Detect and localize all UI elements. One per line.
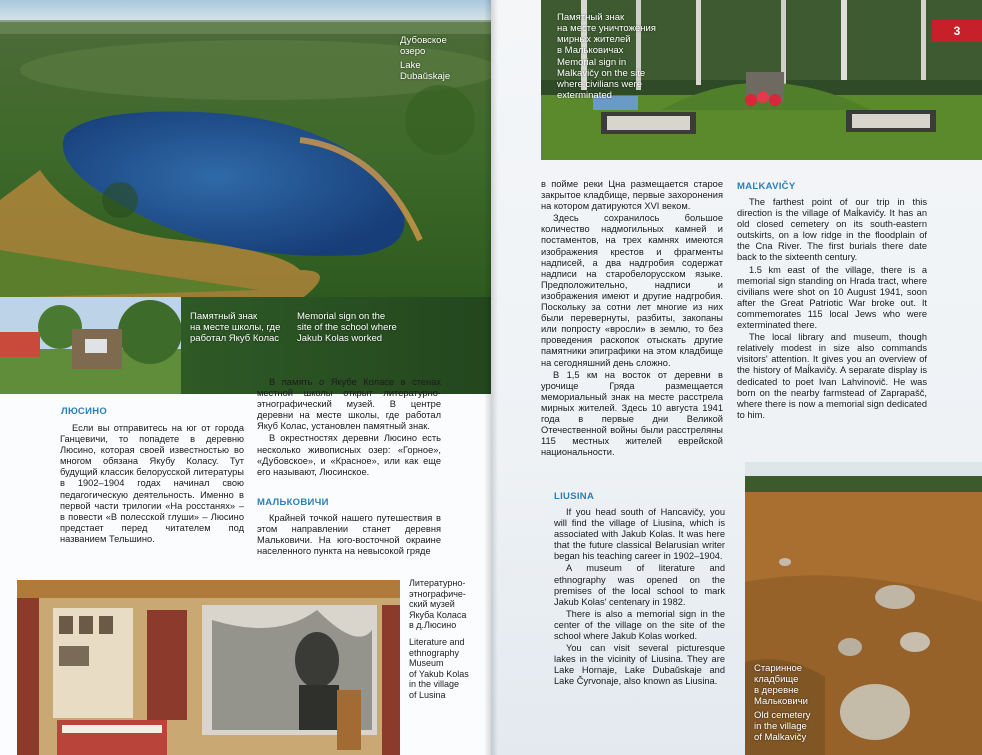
heading-lyusino: ЛЮСИНО — [61, 406, 108, 417]
text-column-right-1 — [541, 179, 723, 459]
text-column-left-1 — [60, 423, 244, 546]
lake-caption-ru: Дубовское озеро — [400, 35, 447, 57]
school-sign-caption-ru: Памятный знак на месте школы, где работал Якуб Колас — [190, 311, 281, 344]
memorial-caption-ru: Памятный знак на месте уничтожения мирных жителей в Мальковичах — [557, 12, 656, 56]
school-sign-caption-en: Memorial sign on the site of the school where Jakub Kolas worked — [297, 311, 397, 344]
paragraph: The farthest point of our trip in this direction is the village of Maĺkavičy. It has an old closed cemetery on its south-eastern outskirts, on a low ridge in the floodplain of the Cna River. The first burials there date back to the sixteenth century. — [737, 197, 927, 263]
lake-caption-en: Lake Dubaŭskaje — [400, 60, 451, 82]
paragraph: В окрестностях деревни Люсино есть несколько живописных озер: «Горное», «Дубовское», и «Красное», или как еще его называют, Люсинское. — [257, 433, 441, 477]
cemetery-caption-en: Old cemetery in the village of Malkavičy — [754, 710, 811, 743]
text-column-right-2 — [554, 507, 725, 689]
paragraph: You can visit several picturesque lakes in the vicinity of Liusina. They are Lake Hornaje, Lake Dubaŭskaje and Lake Čyrvonaje, also known as Liusina. — [554, 643, 725, 687]
paragraph: В 1,5 км на восток от деревни в урочище Гряда размещается мемориальный знак на месте расстрела мирных жителей. Здесь 10 августа 1941 года в первые дни Великой Отечественной войны были расстреляны 115 местных жителей еврейской национальности. — [541, 369, 723, 458]
heading-malkavicy: MAĽKAVIČY — [737, 181, 796, 192]
paragraph: There is also a memorial sign in the center of the village on the site of the school where Jakub Kolas worked. — [554, 608, 725, 642]
heading-malkovichi: МАЛЬКОВИЧИ — [257, 497, 329, 508]
text-column-right-3 — [737, 197, 927, 422]
school-sign-photo — [0, 297, 181, 394]
paragraph: 1.5 km east of the village, there is a memorial sign standing on Hrada tract, where civilians were shot on 10 August 1941, soon after the Great Patriotic War broke out. It commemorates 115 local Jews who were exterminated there. — [737, 264, 927, 331]
paragraph: A museum of literature and ethnography was opened on the premises of the local school to mark Jakub Kolas' centenary in 1982. — [554, 563, 725, 607]
cemetery-caption-ru: Старинное кладбище в деревне Мальковичи — [754, 663, 808, 707]
paragraph: Если вы отправитесь на юг от города Ганцевичи, то попадете в деревню Люсино, которая своей известностью во многом обязана Якубу Коласу. Тут будущий классик белорусской литературы в 1902–1904 годах начинал свою педагогическую деятельность. Именно в первой части трилогии «На росстанях» – в повести «В полесской глуши» – Люсино предстает перед читателем под названием Тельшино. — [60, 423, 244, 544]
museum-caption-ru: Литературно- этнографиче- ский музей Якуба Коласа в д.Люсино — [409, 578, 467, 630]
paragraph: в пойме реки Цна размещается старое закрытое кладбище, первые захоронения на котором датируются XVI веком. — [541, 179, 723, 212]
paragraph: В память о Якубе Коласе в стенах местной школы открыт литературно-этнографический музей. В центре деревни на месте школы, где работал Якуб Колас, установлен памятный знак. — [257, 377, 441, 432]
paragraph: Здесь сохранилось большое количество надмогильных камней и постаментов, на трех камнях имеются изображения крестов и фрагменты надписей, а два надгробия содержат надписи на старобелорусском языке. Предположительно, надписи и изображения имеют и другие надгробия. Поскольку за сотни лет многие из них были перевернуты, разбиты, закопаны или попросту «вросли» в землю, то без проведения раскопок отыскать другие памятники эпиграфики на этом кладбище на сегодняшний день сложно. — [541, 213, 723, 368]
memorial-caption-en: Memorial sign in Malkavičy on the site where civilians were exterminated — [557, 57, 646, 101]
paragraph: The local library and museum, though relatively modest in size also commands visitors' attention. It gives you an overview of the history of Maĺkavičy. A separate display is dedicated to poet Ivan Lahvinovič. He was born on the nearby farmstead of Zaprapašč, where there is now a memorial sign dedicated to him. — [737, 332, 927, 420]
heading-liusina: LIUSINA — [554, 491, 595, 502]
paragraph: Крайней точкой нашего путешествия в этом направлении станет деревня Мальковичи. На юго-восточной окраине населенного пункта на невысокой гряде — [257, 513, 441, 557]
museum-caption-en: Literature and ethnography Museum of Yakub Kolas in the village of Lusina — [409, 637, 469, 700]
right-page — [491, 0, 982, 755]
museum-interior-photo — [17, 580, 400, 755]
text-column-left-2 — [257, 377, 441, 479]
page-number: 3 — [932, 20, 982, 42]
paragraph: If you head south of Hancavičy, you will find the village of Liusina, which is associated with Jakub Kolas. It was here that the future classical Belarusian writer began his teaching career in 1902–1904. — [554, 507, 725, 562]
text-column-left-3 — [257, 513, 441, 558]
